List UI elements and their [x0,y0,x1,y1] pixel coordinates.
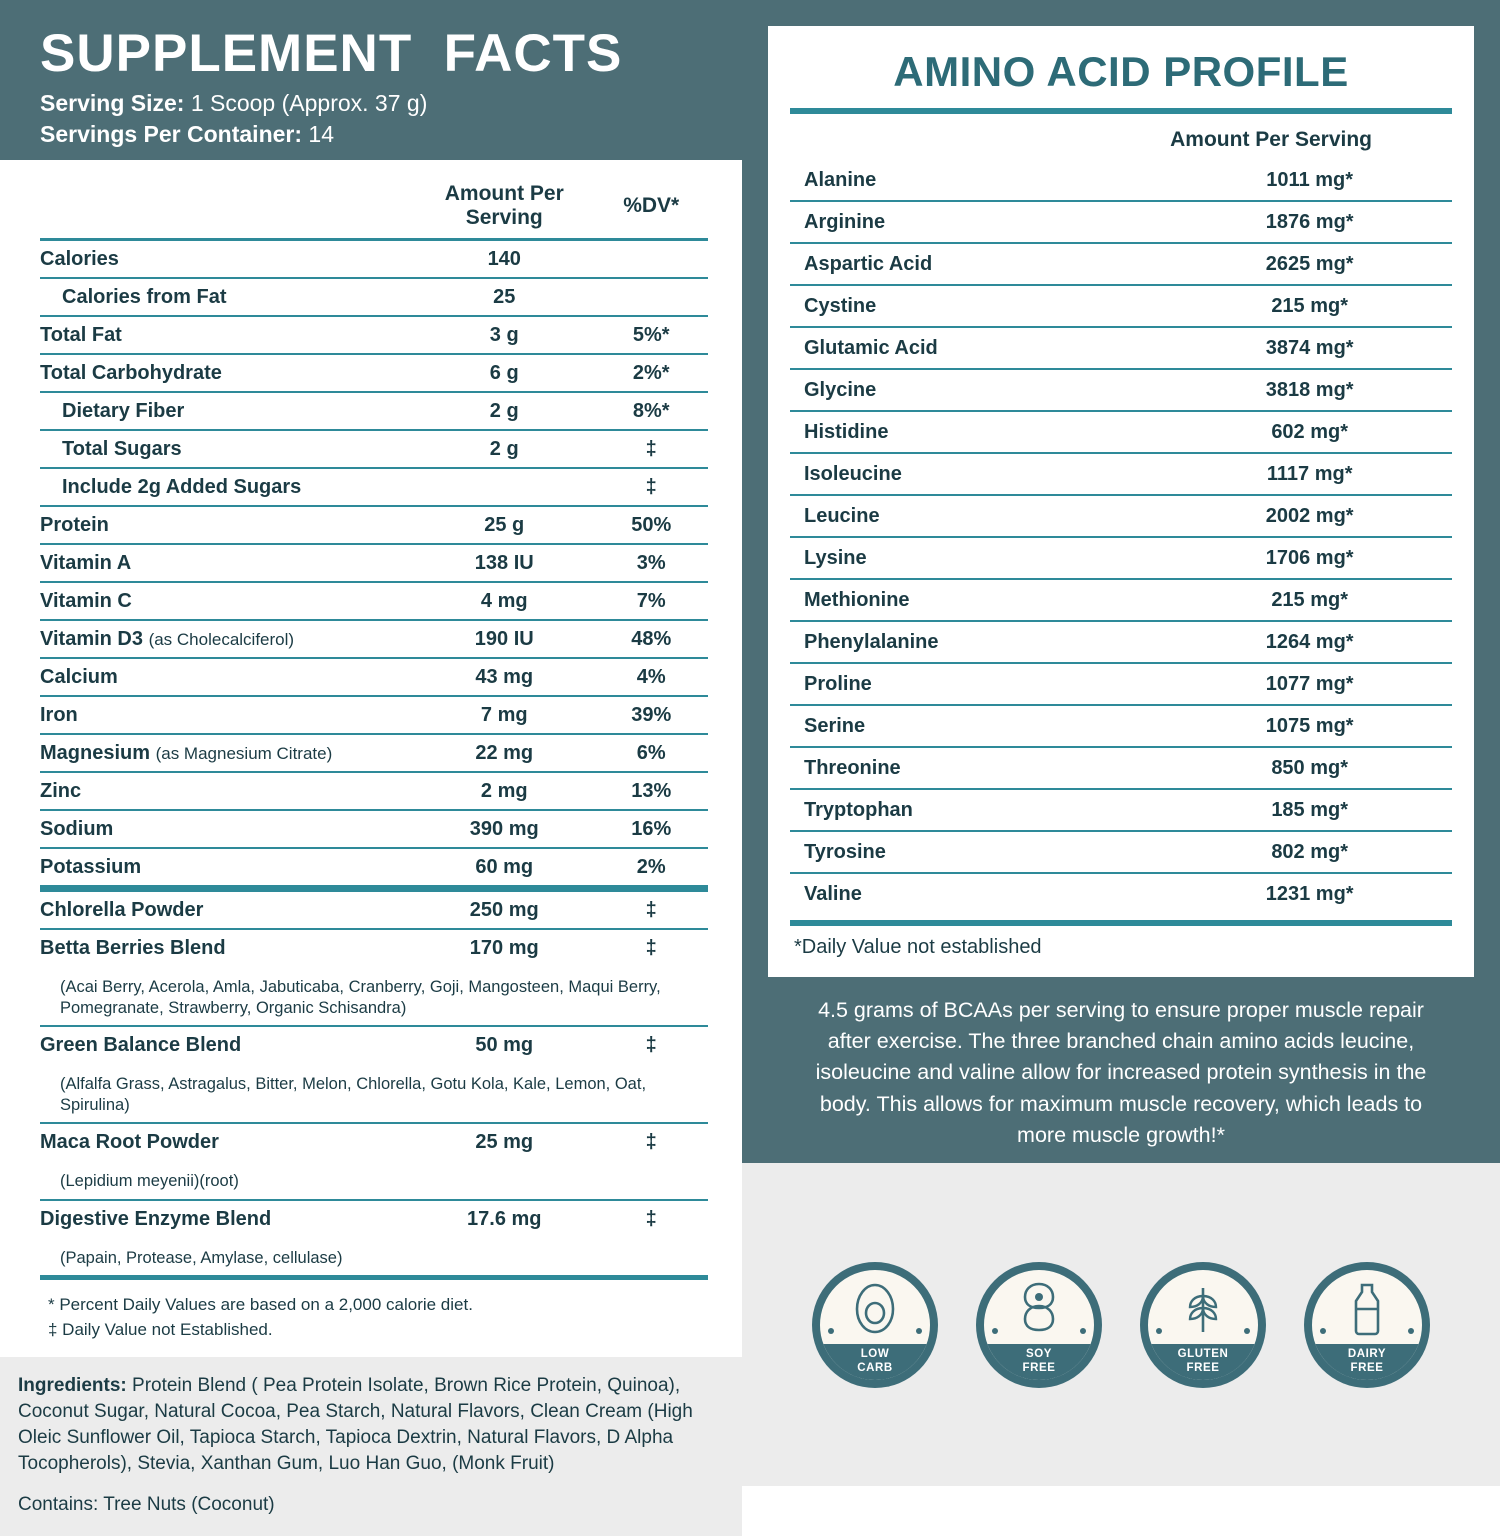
table-row [40,544,708,582]
table-row [790,831,1452,873]
blend-amount: 170 mg [469,937,539,959]
amino-amount: 185 mg* [1167,789,1452,831]
amino-amount: 1264 mg* [1167,621,1452,663]
badge-label-line2: FREE [1350,1361,1384,1374]
amino-name: Proline [790,663,1167,705]
nutrient-amount: 390 mg [414,810,594,848]
nutrient-name: Magnesium [40,742,151,764]
nutrient-name: Zinc [40,780,82,802]
amino-name: Methionine [790,579,1167,621]
nutrient-note: (as Cholecalciferol) [148,630,295,649]
amino-name: Valine [804,883,862,905]
table-row [790,537,1452,579]
blend-name: Betta Berries Blend [40,937,226,959]
badge-dairy-free [1304,1262,1430,1388]
blend-description: (Papain, Protease, Amylase, cellulase) [60,1248,343,1267]
nutrient-name: Total Fat [40,324,122,346]
amino-name: Lysine [790,537,1167,579]
nutrient-name: Calories from Fat [62,286,227,308]
nutrient-amount: 140 [414,240,594,279]
blend-dv: ‡ [645,1034,657,1057]
table-row [790,327,1452,369]
table-row [40,810,708,848]
amino-name: Serine [790,705,1167,747]
amino-amount: 1075 mg* [1167,705,1452,747]
blend-dv: ‡ [594,890,708,930]
amino-acid-card [768,26,1474,977]
nutrient-name: Potassium [40,856,142,878]
table-row [790,201,1452,243]
amino-name: Glutamic Acid [790,327,1167,369]
amino-amount: 602 mg* [1167,411,1452,453]
supplement-facts-header [0,0,742,160]
amino-name: Leucine [790,495,1167,537]
amino-amount: 215 mg* [1167,579,1452,621]
nutrient-dv: 13% [594,772,708,810]
table-row [40,468,708,506]
nutrient-amount: 2 g [414,392,594,430]
nutrient-amount: 22 mg [414,734,594,772]
table-row [40,929,708,966]
supplement-facts-body [0,160,742,1357]
avocado-icon [820,1282,930,1336]
amino-name: Threonine [790,747,1167,789]
wheat-icon [1148,1282,1258,1336]
nutrient-dv: 6% [594,734,708,772]
nutrient-name: Calcium [40,666,118,688]
amino-name: Alanine [790,160,1167,201]
nutrient-name: Iron [40,704,78,726]
amino-amount: 1231 mg* [1265,883,1354,905]
nutrient-amount [414,468,594,506]
nutrient-amount: 3 g [414,316,594,354]
amino-acid-title: AMINO ACID PROFILE [893,48,1349,95]
badge-gluten-free [1140,1262,1266,1388]
table-row [40,734,708,772]
contains-allergens: Contains: Tree Nuts (Coconut) [18,1493,275,1515]
blend-description: (Lepidium meyenii)(root) [60,1172,239,1191]
table-row [790,621,1452,663]
nutrient-name: Include 2g Added Sugars [62,476,302,498]
nutrient-dv: ‡ [594,430,708,468]
amino-amount: 3874 mg* [1167,327,1452,369]
amino-amount: 850 mg* [1167,747,1452,789]
table-row [790,453,1452,495]
amino-name: Cystine [790,285,1167,327]
badge-label-line1: DAIRY [1347,1348,1387,1361]
badge-label-line2: FREE [1186,1361,1220,1374]
nutrient-name: Total Sugars [62,438,182,460]
amino-acid-panel [742,0,1500,1486]
nutrient-dv: 48% [594,620,708,658]
amino-name: Tyrosine [790,831,1167,873]
ingredients-block [0,1357,742,1536]
badge-label-line2: FREE [1022,1361,1056,1374]
nutrient-amount: 2 g [414,430,594,468]
table-row [40,772,708,810]
amino-amount: 802 mg* [1167,831,1452,873]
section-divider [40,1275,708,1278]
blend-amount: 50 mg [475,1034,534,1057]
amino-name: Isoleucine [790,453,1167,495]
table-row [790,789,1452,831]
nutrient-dv: 8%* [594,392,708,430]
footnote-daily-values: * Percent Daily Values are based on a 2,000 calorie diet. [48,1294,473,1314]
table-row [790,369,1452,411]
nutrient-amount: 138 IU [414,544,594,582]
badge-label-line1: GLUTEN [1177,1348,1229,1361]
table-header-row [40,160,708,240]
header-blank [40,160,414,240]
badge-label-line1: SOY [1025,1348,1053,1361]
table-row [790,160,1452,201]
nutrient-dv: 39% [594,696,708,734]
nutrient-dv: ‡ [594,468,708,506]
blend-name: Green Balance Blend [40,1034,242,1057]
servings-label: Servings Per Container: [40,120,303,147]
blend-name: Chlorella Powder [40,899,204,921]
blend-amount: 250 mg [414,890,594,930]
blend-description: (Acai Berry, Acerola, Amla, Jabuticaba, Cranberry, Goji, Mangosteen, Maqui Berry, Pomegranate, Strawberry, Organic Schisandra) [60,978,661,1018]
table-row [40,1026,708,1063]
supplement-facts-panel [0,0,742,1515]
table-row [790,705,1452,747]
table-row [40,658,708,696]
table-row [790,579,1452,621]
nutrient-dv [594,240,708,279]
nutrient-dv: 3% [594,544,708,582]
header-amount-per-serving: Amount Per Serving [414,160,594,240]
milk-bottle-icon [1312,1282,1422,1338]
blend-amount: 25 mg [475,1131,534,1154]
table-row [40,354,708,392]
certification-badges [742,1163,1500,1486]
nutrient-name: Vitamin C [40,590,132,612]
blend-dv: ‡ [645,937,657,959]
nutrient-amount: 60 mg [414,848,594,886]
blend-description-row [40,966,708,1026]
footnotes [40,1280,708,1357]
serving-size-label: Serving Size: [40,89,185,116]
nutrient-amount: 4 mg [414,582,594,620]
table-row [40,890,708,930]
nutrient-name: Calories [40,248,119,270]
servings-per-container-line [40,119,742,150]
table-row [40,1123,708,1160]
amino-name: Aspartic Acid [790,243,1167,285]
amino-name: Glycine [790,369,1167,411]
nutrient-amount: 2 mg [414,772,594,810]
table-row [40,316,708,354]
amino-acid-teal-container [742,0,1500,1163]
amino-amount: 1876 mg* [1167,201,1452,243]
badge-label-line1: LOW [860,1348,890,1361]
table-row [40,240,708,279]
amino-amount: 1117 mg* [1167,453,1452,495]
amino-amount: 3818 mg* [1167,369,1452,411]
soybean-icon [984,1282,1094,1338]
table-row [40,392,708,430]
table-row [790,285,1452,327]
amino-amount: 2625 mg* [1167,243,1452,285]
table-row [790,873,1452,914]
amino-footnote: *Daily Value not established [794,936,1042,958]
table-row [790,495,1452,537]
nutrient-name: Protein [40,514,109,536]
nutrient-dv: 5%* [594,316,708,354]
servings-value: 14 [308,120,335,147]
blend-description-row [40,1160,708,1199]
header-percent-dv: %DV* [594,160,708,240]
nutrient-amount: 25 [414,278,594,316]
amino-name: Tryptophan [790,789,1167,831]
table-row [40,506,708,544]
blend-name: Maca Root Powder [40,1131,219,1154]
nutrient-dv: 7% [594,582,708,620]
table-row [40,582,708,620]
serving-size-line [40,88,742,119]
amino-name: Phenylalanine [790,621,1167,663]
table-row [790,663,1452,705]
amino-amount: 1011 mg* [1167,160,1452,201]
amino-acid-table [790,160,1452,914]
nutrient-name: Total Carbohydrate [40,362,222,384]
blend-description-row [40,1063,708,1123]
nutrient-name: Sodium [40,818,114,840]
nutrient-amount: 190 IU [414,620,594,658]
nutrient-note: (as Magnesium Citrate) [155,744,333,763]
table-row [40,278,708,316]
nutrient-name: Vitamin D3 [40,628,143,650]
table-row [790,411,1452,453]
nutrient-amount: 25 g [414,506,594,544]
nutrient-amount: 43 mg [414,658,594,696]
amino-name: Arginine [790,201,1167,243]
amino-amount: 1706 mg* [1167,537,1452,579]
amino-amount-header: Amount Per Serving [1170,128,1372,151]
nutrient-amount: 7 mg [414,696,594,734]
blend-description: (Alfalfa Grass, Astragalus, Bitter, Melon, Chlorella, Gotu Kola, Kale, Lemon, Oat, Spirulina) [60,1075,647,1115]
blend-dv: ‡ [645,1207,657,1230]
bcaa-description: 4.5 grams of BCAAs per serving to ensure proper muscle repair after exercise. The three branched chain amino acids leucine, isoleucine and valine allow for increased protein synthesis in the body. This allows for maximum muscle recovery, which leads to more muscle growth!* [815,998,1427,1147]
nutrient-dv: 50% [594,506,708,544]
badge-label-line2: CARB [857,1361,893,1374]
table-row [40,848,708,886]
nutrient-dv: 4% [594,658,708,696]
nutrient-dv: 16% [594,810,708,848]
table-row [40,696,708,734]
blend-description-row [40,1237,708,1275]
blend-name: Digestive Enzyme Blend [40,1207,272,1230]
table-row [40,1200,708,1237]
table-row [40,430,708,468]
nutrition-table [40,160,708,1280]
ingredients-text: Protein Blend ( Pea Protein Isolate, Brown Rice Protein, Quinoa), Coconut Sugar, Natural Cocoa, Pea Starch, Natural Flavors, Clean Cream (High Oleic Sunflower Oil, Tapioca Starch, Tapioca Dextrin, Natural Flavors, D Alpha Tocopherols), Stevia, Xanthan Gum, Luo Han Guo, (Monk Fruit) [18,1374,693,1475]
table-row [40,620,708,658]
nutrient-amount: 6 g [414,354,594,392]
amino-amount: 1077 mg* [1167,663,1452,705]
nutrient-name: Dietary Fiber [62,400,185,422]
nutrient-dv: 2%* [594,354,708,392]
table-row [790,747,1452,789]
nutrient-name: Vitamin A [40,552,132,574]
table-row [790,243,1452,285]
title-divider [790,108,1452,114]
amino-amount: 2002 mg* [1167,495,1452,537]
footnote-dv-not-established: ‡ Daily Value not Established. [48,1320,273,1340]
serving-size-value: 1 Scoop (Approx. 37 g) [190,89,428,116]
ingredients-label: Ingredients: [18,1374,127,1396]
nutrient-dv: 2% [594,848,708,886]
nutrient-dv [594,278,708,316]
page-title: SUPPLEMENT FACTS [40,24,623,83]
amino-amount: 215 mg* [1167,285,1452,327]
blend-dv: ‡ [645,1131,657,1154]
badge-low-carb [812,1262,938,1388]
badge-soy-free [976,1262,1102,1388]
amino-name: Histidine [790,411,1167,453]
blend-amount: 17.6 mg [467,1207,542,1230]
